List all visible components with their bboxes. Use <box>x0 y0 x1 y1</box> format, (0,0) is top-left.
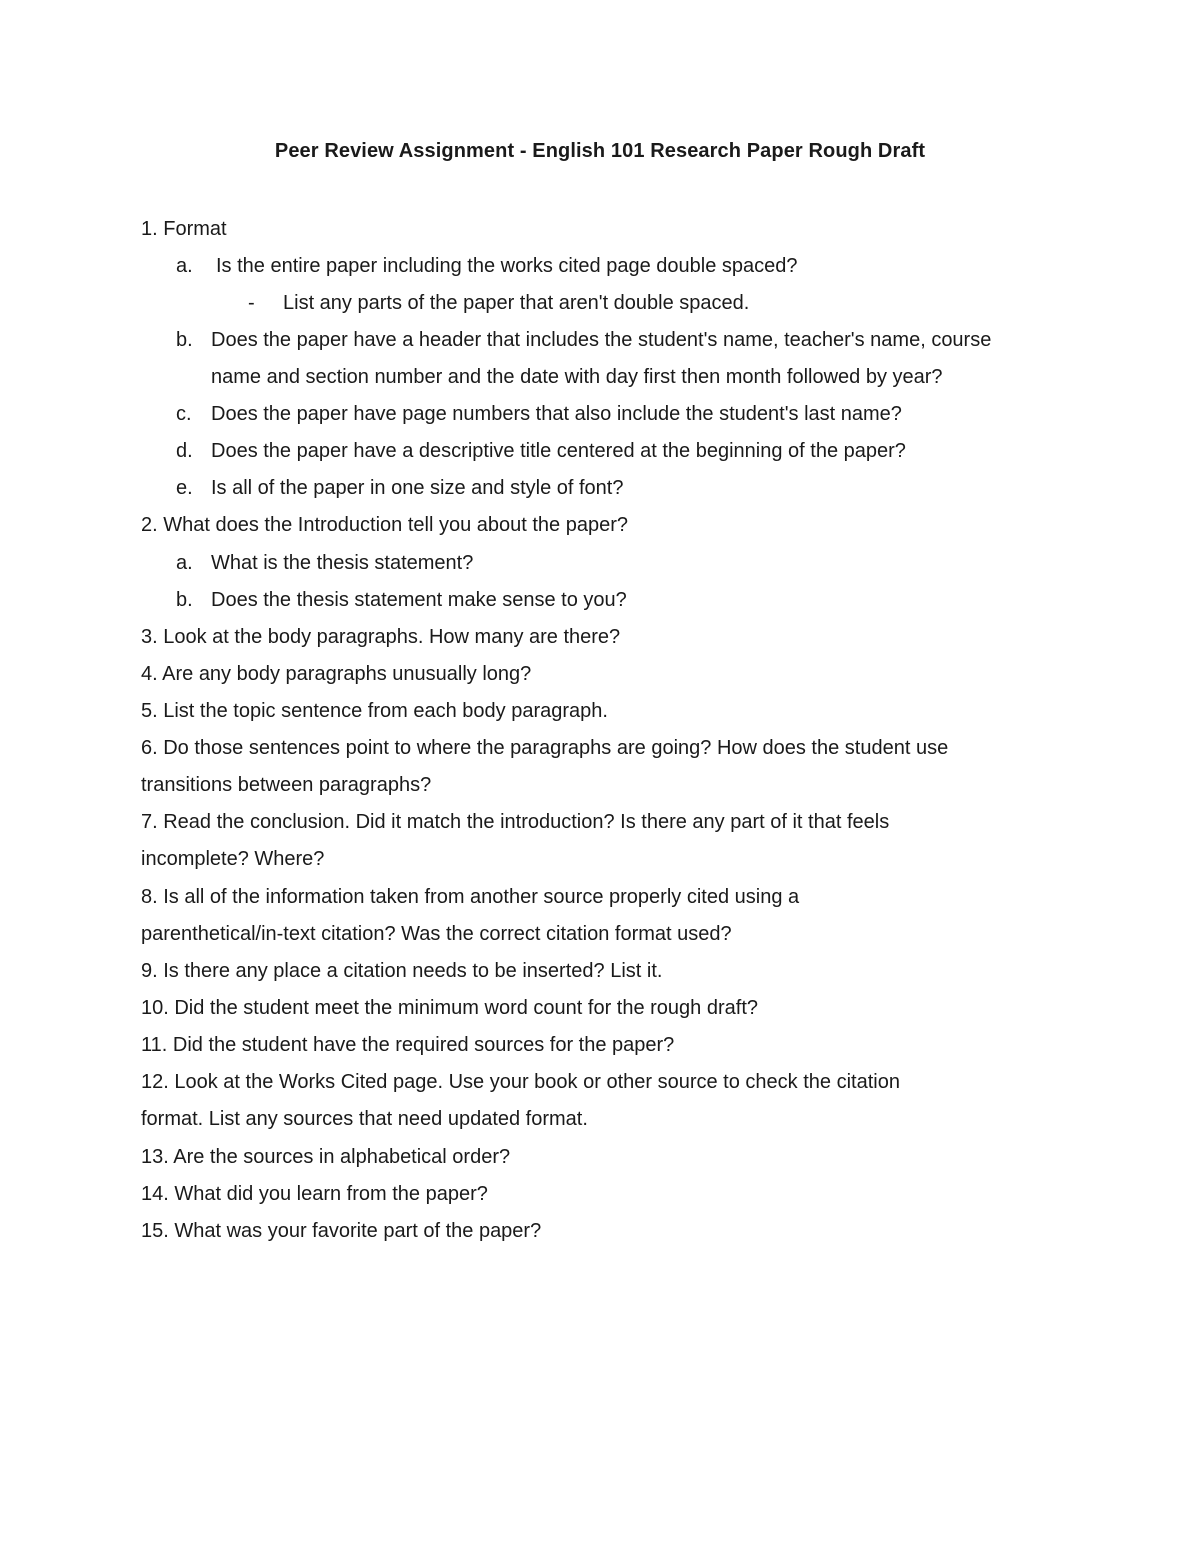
question-1e-text: Is all of the paper in one size and style of font? <box>211 477 624 499</box>
question-9: 9. Is there any place a citation needs to be inserted? List it. <box>141 960 663 982</box>
question-10: 10. Did the student meet the minimum word count for the rough draft? <box>141 997 758 1019</box>
question-12-line2: format. List any sources that need updated format. <box>141 1108 588 1130</box>
question-5: 5. List the topic sentence from each body paragraph. <box>141 700 608 722</box>
question-1a-text: Is the entire paper including the works cited page double spaced? <box>216 255 798 277</box>
question-8-line2: parenthetical/in-text citation? Was the correct citation format used? <box>141 923 732 945</box>
question-1c-marker: c. <box>176 403 192 425</box>
question-7-line2: incomplete? Where? <box>141 848 325 870</box>
question-14: 14. What did you learn from the paper? <box>141 1183 488 1205</box>
question-1b-text-line2: name and section number and the date with day first then month followed by year? <box>211 366 943 388</box>
question-3: 3. Look at the body paragraphs. How many are there? <box>141 626 621 648</box>
document-title: Peer Review Assignment - English 101 Research Paper Rough Draft <box>274 140 926 162</box>
question-4: 4. Are any body paragraphs unusually long? <box>141 663 532 685</box>
question-6-line2: transitions between paragraphs? <box>141 774 432 796</box>
question-1a-marker: a. <box>176 255 193 277</box>
question-1b-marker: b. <box>176 329 193 351</box>
question-8-line1: 8. Is all of the information taken from another source properly cited using a <box>141 886 800 908</box>
question-2b-marker: b. <box>176 589 193 611</box>
question-6-line1: 6. Do those sentences point to where the paragraphs are going? How does the student use <box>141 737 949 759</box>
question-1d-text: Does the paper have a descriptive title centered at the beginning of the paper? <box>211 440 906 462</box>
question-1a-sub-text: List any parts of the paper that aren't double spaced. <box>283 292 750 314</box>
question-2b-text: Does the thesis statement make sense to you? <box>211 589 627 611</box>
question-2a-marker: a. <box>176 552 193 574</box>
question-2a-text: What is the thesis statement? <box>211 552 474 574</box>
question-1c-text: Does the paper have page numbers that also include the student's last name? <box>211 403 902 425</box>
question-1d-marker: d. <box>176 440 193 462</box>
question-11: 11. Did the student have the required sources for the paper? <box>141 1034 675 1056</box>
question-7-line1: 7. Read the conclusion. Did it match the introduction? Is there any part of it that feels <box>141 811 890 833</box>
question-1e-marker: e. <box>176 477 193 499</box>
question-15: 15. What was your favorite part of the paper? <box>141 1220 542 1242</box>
question-13: 13. Are the sources in alphabetical order? <box>141 1146 511 1168</box>
question-12-line1: 12. Look at the Works Cited page. Use your book or other source to check the citation <box>141 1071 900 1093</box>
question-1b-text-line1: Does the paper have a header that includes the student's name, teacher's name, course <box>211 329 992 351</box>
question-2-label: 2. What does the Introduction tell you about the paper? <box>141 514 628 536</box>
question-1-label: 1. Format <box>141 218 227 240</box>
question-1a-sub-marker: - <box>248 292 255 314</box>
